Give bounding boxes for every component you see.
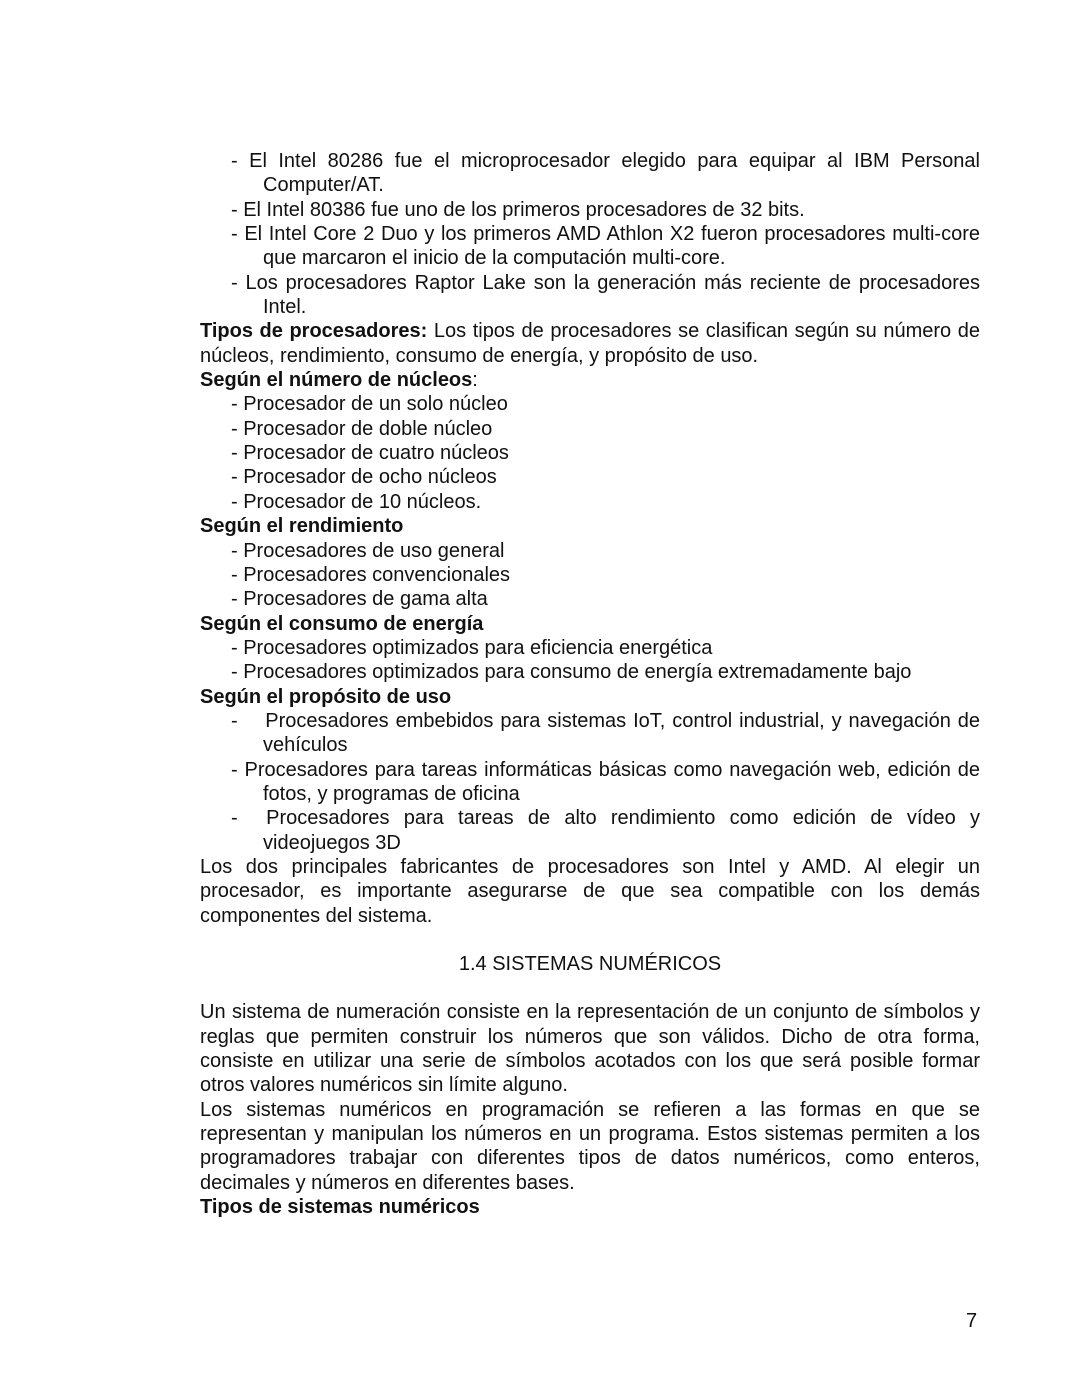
- history-bullet-list: [200, 149, 980, 319]
- numbering-paragraph-1: Un sistema de numeración consiste en la representación de un conjunto de símbolos y reglas que permiten construir los números que son válidos. Dicho de otra forma, consiste en utilizar una serie de símbolos acotados con los que será posible formar otros valores numéricos sin límite alguno.: [200, 1001, 980, 1097]
- list-item: - Procesador de un solo núcleo: [231, 393, 508, 416]
- by-cores-heading-suffix: :: [472, 369, 478, 392]
- list-item: - El Intel 80386 fue uno de los primeros procesadores de 32 bits.: [231, 198, 805, 221]
- types-intro-text: Los tipos de procesadores se clasifican según su número de núcleos, rendimiento, consumo de energía, y propósito de uso.: [200, 320, 980, 367]
- manufacturers-paragraph: Los dos principales fabricantes de procesadores son Intel y AMD. Al elegir un procesador, es importante asegurarse de que sea compatible con los demás componentes del sistema.: [200, 855, 980, 927]
- list-item: - Procesadores de uso general: [231, 539, 505, 562]
- document-page: [200, 149, 986, 1219]
- list-item: - Procesador de ocho núcleos: [231, 466, 497, 489]
- by-purpose-heading: Según el propósito de uso: [200, 685, 452, 708]
- list-item: - Procesador de 10 núcleos.: [231, 490, 482, 513]
- section-title: 1.4 SISTEMAS NUMÉRICOS: [458, 953, 722, 975]
- list-item: - Procesadores embebidos para sistemas IoT, control industrial, y navegación de vehículos: [231, 709, 986, 757]
- by-cores-heading: Según el número de núcleos: [200, 369, 473, 392]
- numbering-types-subheading: Tipos de sistemas numéricos: [200, 1196, 480, 1219]
- types-intro-paragraph: [200, 319, 980, 368]
- list-item: - Procesadores optimizados para consumo de energía extremadamente bajo: [231, 661, 912, 684]
- list-item: - Procesadores optimizados para eficiencia energética: [231, 636, 713, 659]
- by-purpose-list: [200, 709, 986, 855]
- numbering-paragraph-2: Los sistemas numéricos en programación se refieren a las formas en que se representan y manipulan los números en un programa. Estos sistemas permiten a los programadores trabajar con diferentes tipos de datos numéricos, como enteros, decimales y números en diferentes bases.: [200, 1098, 980, 1194]
- list-item: - Procesador de cuatro núcleos: [231, 442, 509, 465]
- by-energy-list: [200, 636, 980, 685]
- list-item: - Los procesadores Raptor Lake son la generación más reciente de procesadores Intel.: [231, 271, 980, 319]
- by-performance-list: [200, 539, 980, 612]
- by-performance-heading: Según el rendimiento: [200, 515, 404, 538]
- by-cores-heading-line: [200, 368, 980, 392]
- list-item: - Procesador de doble núcleo: [231, 417, 493, 440]
- types-intro-label: Tipos de procesadores:: [200, 320, 428, 343]
- by-energy-heading: Según el consumo de energía: [200, 612, 484, 635]
- page-number: 7: [966, 1310, 978, 1332]
- list-item: - Procesadores para tareas de alto rendimiento como edición de vídeo y videojuegos 3D: [231, 807, 986, 854]
- list-item: - Procesadores de gama alta: [231, 588, 488, 611]
- list-item: - El Intel 80286 fue el microprocesador elegido para equipar al IBM Personal Computer/AT.: [231, 150, 980, 197]
- list-item: - Procesadores convencionales: [231, 563, 511, 586]
- list-item: - El Intel Core 2 Duo y los primeros AMD Athlon X2 fueron procesadores multi-core que marcaron el inicio de la computación multi-core.: [231, 223, 980, 270]
- list-item: - Procesadores para tareas informáticas básicas como navegación web, edición de fotos, y programas de oficina: [231, 758, 980, 805]
- by-cores-list: [200, 392, 980, 514]
